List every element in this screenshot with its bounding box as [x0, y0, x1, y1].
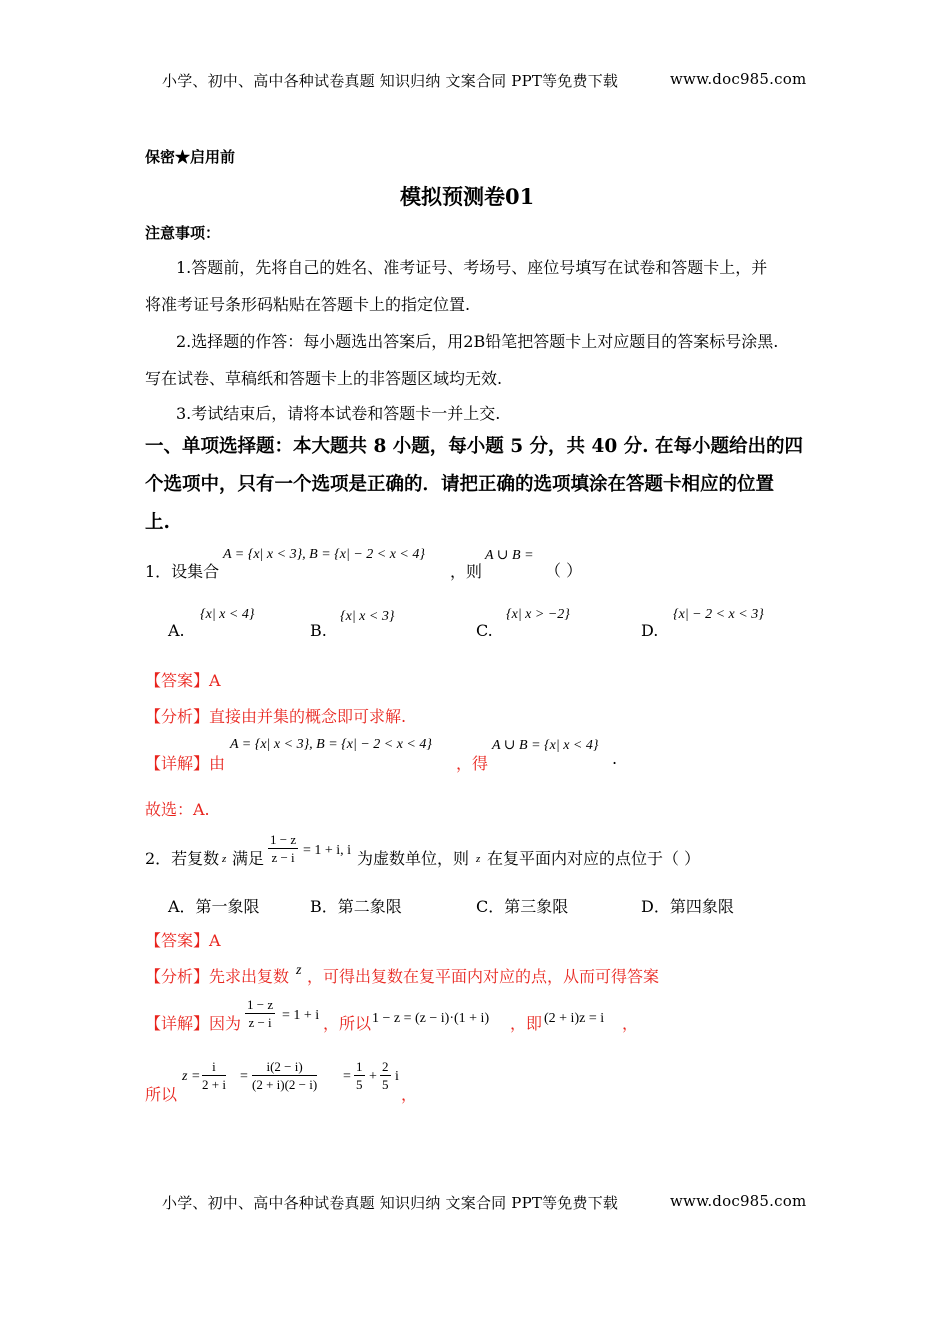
q2-option-c: C．第三象限 [476, 897, 569, 916]
q2-fraction-den: z − i [271, 850, 295, 865]
q1-detail-prefix: 【详解】由 [145, 754, 226, 773]
q1-option-b-label: B. [310, 621, 327, 640]
q2-frac-2 [252, 1058, 317, 1093]
q2-analysis-prefix: 【分析】先求出复数 [145, 967, 290, 986]
q2-detail-ie: ，即 [510, 1014, 543, 1033]
q1-option-b: {x| x < 3} [340, 609, 395, 624]
q2-prefix: 2．若复数 [145, 849, 220, 868]
q2-eq-1: = [240, 1069, 248, 1084]
q1-detail-sets: A = {x| x < 3}, B = {x| − 2 < x < 4} [230, 737, 432, 752]
q2-frac-4-num: 2 [382, 1059, 389, 1074]
q2-detail-expr: 1 − z = (z − i)·(1 + i) [372, 1011, 490, 1026]
q2-frac-4 [380, 1058, 391, 1093]
q1-detail-result: A ∪ B = {x| x < 4} [492, 738, 599, 753]
q2-detail-prefix: 【详解】因为 [145, 1014, 242, 1033]
q1-choose: 故选：A. [145, 800, 210, 819]
notice-line-3: 2.选择题的作答：每小题选出答案后，用2B铅笔把答题卡上对应题目的答案标号涂黑. [176, 332, 779, 351]
q2-frac-3-num: 1 [356, 1059, 363, 1074]
section-heading-line-1: 一、单项选择题：本大题共 8 小题，每小题 5 分，共 40 分. 在每小题给出的四 [145, 436, 804, 457]
q2-frac-1-num: i [202, 1058, 226, 1076]
q2-frac-1-den: 2 + i [202, 1077, 226, 1092]
q1-union: A ∪ B = [485, 548, 534, 563]
q1-detail-end: . [612, 749, 618, 768]
q2-detail-fraction [245, 996, 275, 1031]
q2-suffix2: 在复平面内对应的点位于（ ） [487, 849, 701, 868]
q2-fraction [268, 831, 298, 866]
q2-final-comma: ， [401, 1085, 418, 1104]
q2-satisfy: 满足 [232, 849, 265, 868]
q1-option-c-label: C. [476, 621, 493, 640]
page-footer: 小学、初中、高中各种试卷真题 知识归纳 文案合同 PPT等免费下载 [162, 1194, 619, 1212]
q2-detail-so: ，所以 [323, 1014, 372, 1033]
notice-line-5: 3.考试结束后，请将本试卷和答题卡一并上交. [176, 404, 501, 423]
q2-frac-2-den: (2 + i)(2 − i) [252, 1077, 318, 1092]
q2-so: 所以 [145, 1085, 178, 1104]
section-heading-line-3: 上. [145, 512, 170, 533]
q2-detail-fraction-den: z − i [248, 1015, 272, 1030]
footer-url[interactable]: www.doc985.com [670, 1192, 807, 1210]
section-heading-line-2: 个选项中，只有一个选项是正确的．请把正确的选项填涂在答题卡相应的位置 [145, 474, 775, 495]
q2-frac-2-num: i(2 − i) [252, 1058, 317, 1076]
notice-line-2: 将准考证号条形码粘贴在答题卡上的指定位置. [145, 295, 471, 314]
q2-detail-comma: ， [622, 1014, 639, 1033]
q2-frac-3 [354, 1058, 365, 1093]
q2-detail-eq: = 1 + i [282, 1008, 320, 1023]
q2-analysis-z: z [296, 963, 302, 978]
q2-frac-3-den: 5 [356, 1077, 363, 1092]
q2-i-end: i [395, 1069, 399, 1084]
q1-option-d-label: D. [641, 621, 659, 640]
q2-suffix: 为虚数单位，则 [357, 849, 470, 868]
q1-answer: 【答案】A [145, 671, 221, 690]
notice-line-4: 写在试卷、草稿纸和答题卡上的非答题区域均无效. [145, 369, 503, 388]
q1-option-c: {x| x > −2} [506, 607, 570, 622]
q2-plus: + [369, 1069, 377, 1084]
notice-heading: 注意事项： [145, 224, 221, 242]
q2-analysis-rest: ，可得出复数在复平面内对应的点，从而可得答案 [307, 967, 660, 986]
q2-z-2: z [476, 853, 481, 865]
q1-option-a-label: A. [168, 621, 185, 640]
q2-z: z [222, 853, 227, 865]
q1-then: ，则 [450, 562, 483, 581]
q2-z-eq: z = [182, 1069, 201, 1084]
q2-option-d: D．第四象限 [641, 897, 734, 916]
q2-option-b: B．第二象限 [310, 897, 402, 916]
header-url[interactable]: www.doc985.com [670, 70, 807, 88]
q2-fraction-num: 1 − z [270, 832, 297, 847]
q1-option-a: {x| x < 4} [200, 607, 255, 622]
q1-option-d: {x| − 2 < x < 3} [673, 607, 764, 622]
q2-frac-4-den: 5 [382, 1077, 389, 1092]
q1-prefix: 1．设集合 [145, 562, 220, 581]
page-title: 模拟预测卷01 [400, 184, 535, 209]
q2-answer: 【答案】A [145, 931, 221, 950]
q2-frac-1 [202, 1058, 226, 1093]
q1-detail-mid: ，得 [456, 754, 489, 773]
q2-detail-fraction-num: 1 − z [247, 997, 274, 1012]
q2-detail-expr2: (2 + i)z = i [544, 1011, 605, 1026]
q2-eq: = 1 + i, i [303, 843, 352, 858]
q2-option-a: A．第一象限 [168, 897, 260, 916]
q1-sets: A = {x| x < 3}, B = {x| − 2 < x < 4} [223, 547, 425, 562]
q1-paren: （ ） [545, 561, 583, 580]
notice-line-1: 1.答题前，先将自己的姓名、准考证号、考场号、座位号填写在试卷和答题卡上，并 [176, 258, 768, 277]
page-header: 小学、初中、高中各种试卷真题 知识归纳 文案合同 PPT等免费下载 [162, 72, 619, 90]
secret-mark: 保密★启用前 [145, 148, 236, 166]
q1-analysis: 【分析】直接由并集的概念即可求解. [145, 707, 407, 726]
q2-eq-2: = [343, 1069, 351, 1084]
